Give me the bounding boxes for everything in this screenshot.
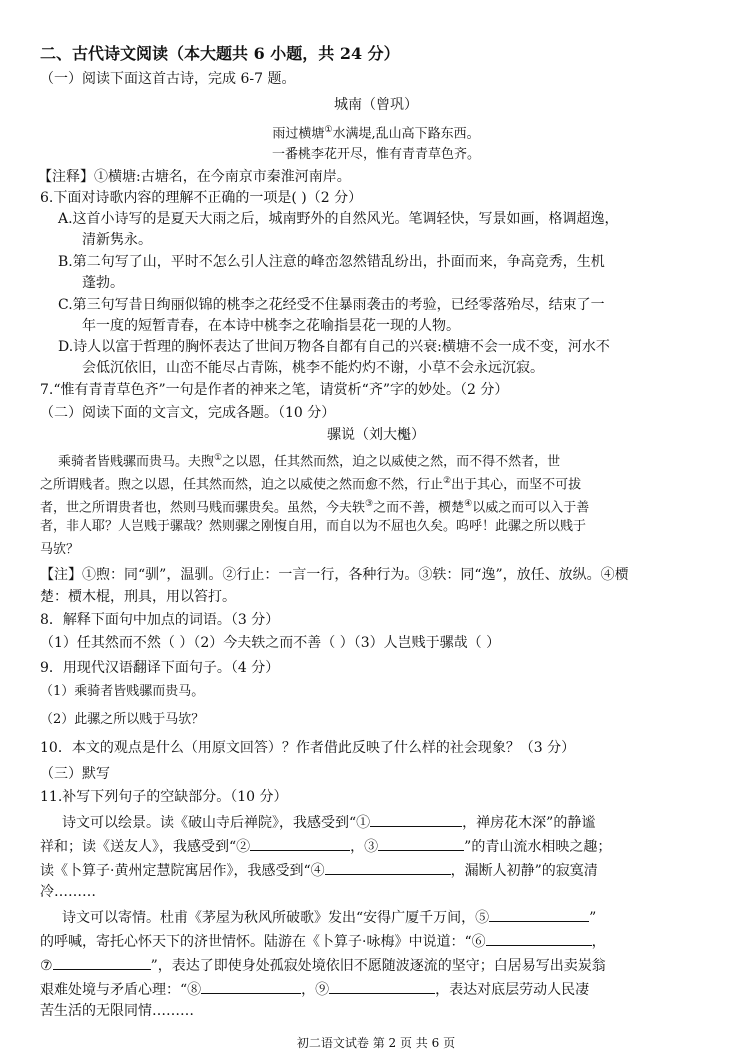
q11-line-8 xyxy=(40,979,589,999)
poem-note: 【注释】①横塘:古塘名，在今南京市秦淮河南岸。 xyxy=(38,169,351,185)
footnote-mark: ① xyxy=(214,453,223,463)
poem-line-1-a: 雨过横塘 xyxy=(272,126,325,142)
essay-text: 之以恩，任其然而然，迫之以威使之然，而不得不然者，世 xyxy=(222,454,561,470)
footnote-mark: ② xyxy=(443,476,452,486)
q11-text: ”的青山流水相映之趣； xyxy=(464,839,612,855)
essay-text: 出于其心，而坚不可拔 xyxy=(451,477,582,493)
q11-text: ⑦ xyxy=(40,958,53,974)
section-title: 二、古代诗文阅读（本大题共 6 小题，共 24 分） xyxy=(40,44,400,63)
q8-items: （1）任其然而不然（ ）（2）今夫轶之而不善（ ）（3）人岂贱于骡哉（ ） xyxy=(40,635,501,651)
answer-blank-9[interactable] xyxy=(329,979,435,994)
answer-blank-4[interactable] xyxy=(325,860,451,875)
footnote-mark: ④ xyxy=(464,499,473,509)
q6-option-c-cont: 年一度的短暂青春，在本诗中桃李之花喻指昙花一现的人物。 xyxy=(82,318,460,334)
q11-line-4: 冷……… xyxy=(40,884,96,900)
question-10: 10．本文的观点是什么（用原文回答）？作者借此反映了什么样的社会现象？（3 分） xyxy=(40,740,576,756)
q9-item-1: （1）乘骑者皆贱骡而贵马。 xyxy=(40,684,205,699)
question-11: 11.补写下列句子的空缺部分。（10 分） xyxy=(40,789,288,805)
answer-blank-6[interactable] xyxy=(486,931,592,946)
q11-line-2 xyxy=(40,836,611,856)
essay-note-1: 【注】①煦：同“驯”，温驯。②行止：一言一行，各种行为。③轶：同“逸”，放任、放纵。④槚 xyxy=(40,567,629,583)
q6-option-d-cont: 会低沉依旧，山峦不能尽占青陈，桃李不能灼灼不谢，小草不会永远沉寂。 xyxy=(82,360,544,376)
q11-text: ，漏断人初静”的寂寞清 xyxy=(450,863,598,879)
q11-text: 的呼喊，寄托心怀天下的济世情怀。陆游在《卜算子·咏梅》中说道：“⑥ xyxy=(40,934,486,950)
essay-title: 骡说（刘大櫆） xyxy=(327,427,425,443)
essay-text: 者，世之所谓贵者也，然则马贱而骡贵矣。虽然，今夫轶 xyxy=(40,500,366,516)
q11-text: 读《卜算子·黄州定慧院寓居作》，我感受到“④ xyxy=(40,863,325,879)
q11-text: ，表达对底层劳动人民凄 xyxy=(435,982,590,998)
essay-line-5: 马欤？ xyxy=(40,542,80,557)
q9-item-2: （2）此骡之所以贱于马欤？ xyxy=(40,712,205,727)
q11-text: ” xyxy=(589,910,597,926)
answer-blank-2[interactable] xyxy=(250,836,350,851)
q11-text: ，⑨ xyxy=(301,982,330,998)
part1-intro: （一）阅读下面这首古诗，完成 6-7 题。 xyxy=(40,71,296,87)
part2-intro: （二）阅读下面的文言文，完成各题。（10 分） xyxy=(40,405,336,421)
footnote-mark: ① xyxy=(324,125,333,135)
q11-line-9: 苦生活的无限同情……… xyxy=(40,1003,194,1019)
q11-line-6 xyxy=(40,931,606,951)
question-6: 6.下面对诗歌内容的理解不正确的一项是( )（2 分） xyxy=(40,190,363,206)
poem-title: 城南（曾巩） xyxy=(334,97,418,113)
q11-text: 祥和；读《送友人》，我感受到“② xyxy=(40,839,251,855)
answer-blank-5[interactable] xyxy=(489,907,589,922)
q6-option-b-cont: 蓬勃。 xyxy=(82,275,124,291)
q6-option-b: B.第二句写了山，平时不怎么引人注意的峰峦忽然错乱纷出，扑面而来，争高竞秀，生机 xyxy=(58,254,605,270)
q11-text: 诗文可以绘景。读《破山寺后禅院》，我感受到“① xyxy=(62,815,371,831)
q11-text: ，禅房花木深”的静谧 xyxy=(462,815,596,831)
part3-intro: （三）默写 xyxy=(40,766,110,782)
poem-line-2: 一番桃李花开尽，惟有青青草色齐。 xyxy=(271,147,480,162)
essay-note-2: 楚：槚木棍，刑具，用以笞打。 xyxy=(40,589,236,605)
essay-text: 以威之而可以入于善 xyxy=(472,500,590,516)
q6-option-d: D.诗人以富于哲理的胸怀表达了世间万物各自都有自己的兴衰:横塘不会一成不变，河水不 xyxy=(58,339,610,355)
essay-text: 之所谓贱者。煦之以恩，任其然而然，迫之以威使之然而愈不然，行止 xyxy=(40,477,444,493)
essay-line-1 xyxy=(58,449,560,471)
essay-line-3 xyxy=(40,495,589,517)
question-9: 9．用现代汉语翻译下面句子。（4 分） xyxy=(40,660,280,676)
poem-line-1 xyxy=(0,121,752,143)
q6-option-a: A.这首小诗写的是夏天大雨之后，城南野外的自然风光。笔调轻快，写景如画，格调超逸， xyxy=(58,211,619,227)
answer-blank-8[interactable] xyxy=(201,979,301,994)
essay-line-2 xyxy=(40,472,581,494)
answer-blank-7[interactable] xyxy=(53,955,151,970)
footnote-mark: ③ xyxy=(365,499,374,509)
q11-text: 诗文可以寄情。杜甫《茅屋为秋风所破歌》发出“安得广厦千万间，⑤ xyxy=(62,910,490,926)
q6-option-c: C.第三句写昔日绚丽似锦的桃李之花经受不住暴雨袭击的考验，已经零落殆尽，结束了一 xyxy=(58,297,605,313)
q11-line-3 xyxy=(40,860,598,880)
q11-line-7 xyxy=(40,955,606,975)
answer-blank-1[interactable] xyxy=(370,812,462,827)
q6-option-a-cont: 清新隽永。 xyxy=(82,232,152,248)
question-7: 7.“惟有青青草色齐”一句是作者的神来之笔，请赏析“齐”字的妙处。（2 分） xyxy=(40,382,509,398)
q11-text: 艰难处境与矛盾心理：“⑧ xyxy=(40,982,202,998)
question-8: 8．解释下面句中加点的词语。（3 分） xyxy=(40,612,280,628)
essay-text: 乘骑者皆贱骡而贵马。夫煦 xyxy=(58,454,215,470)
q11-line-5 xyxy=(62,907,596,927)
q11-text: ， xyxy=(591,934,606,950)
q11-line-1 xyxy=(62,812,595,832)
poem-line-1-b: 水满堤,乱山高下路东西。 xyxy=(332,126,480,142)
essay-line-4: 者，非人耶？人岂贱于骡哉？然则骡之刚愎自用，而自以为不屈也久矣。呜呼！此骡之所以贱于 xyxy=(40,519,587,534)
q11-text: ”，表达了即使身处孤寂处境依旧不愿随波逐流的坚守；白居易写出卖炭翁 xyxy=(150,958,606,974)
essay-text: 之而不善，槚楚 xyxy=(373,500,465,516)
q11-text: ，③ xyxy=(350,839,379,855)
answer-blank-3[interactable] xyxy=(378,836,464,851)
page-footer: 初二语文试卷 第 2 页 共 6 页 xyxy=(296,1036,456,1050)
